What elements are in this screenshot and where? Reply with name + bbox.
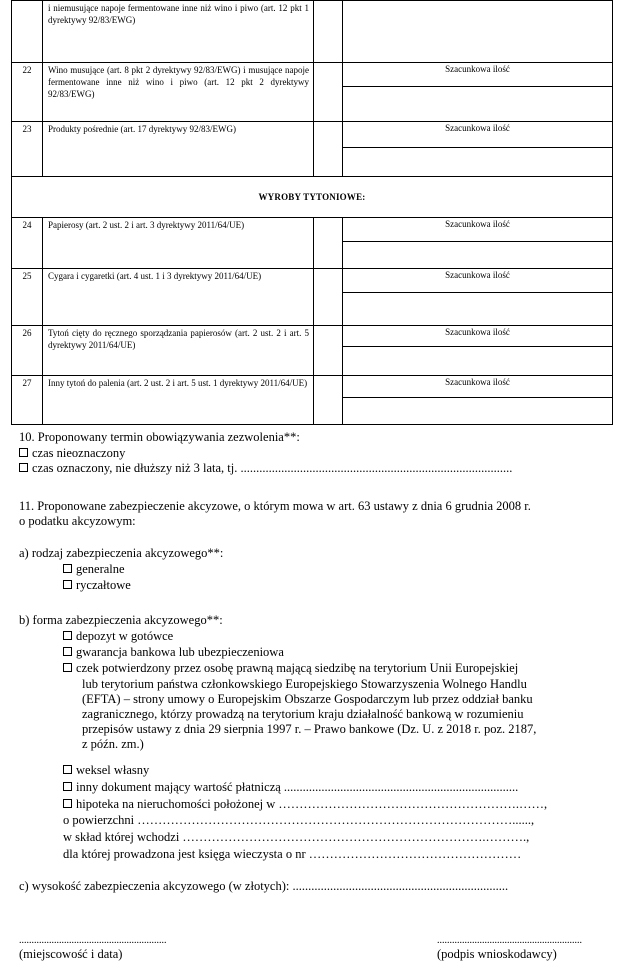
- subsection-c-amount[interactable]: c) wysokość zabezpieczenia akcyzowego (w złotych): .....................................................................: [19, 879, 509, 893]
- checkbox-icon[interactable]: [63, 647, 72, 656]
- row-description: Produkty pośrednie (art. 17 dyrektywy 92/83/EWG): [43, 122, 314, 177]
- value-input-area[interactable]: [343, 242, 612, 266]
- table-row: [12, 326, 613, 376]
- mortgage-composition-field[interactable]: w skład której wchodzi ……………………………………………………………….……….,: [63, 830, 530, 844]
- option-own-bill[interactable]: [63, 763, 149, 778]
- row-number: 26: [12, 326, 43, 376]
- row-description: Papierosy (art. 2 ust. 2 i art. 3 dyrektywy 2011/64/UE): [43, 218, 314, 269]
- place-date-label: (miejscowość i data): [19, 947, 123, 961]
- option-general[interactable]: [63, 562, 125, 577]
- place-date-line[interactable]: ...........................................................: [19, 935, 167, 946]
- checkbox-icon[interactable]: [63, 663, 72, 672]
- option-label: inny dokument mający wartość płatniczą ...........................................................................: [76, 780, 519, 794]
- option-label: ryczałtowe: [76, 578, 131, 592]
- option-definite[interactable]: [19, 461, 512, 476]
- table-section-header: [12, 177, 613, 218]
- checkbox-icon[interactable]: [63, 580, 72, 589]
- cheque-text-line4: zagranicznego, którzy prowadzą na terytorium kraju działalność bankową w rozumieniu: [82, 707, 524, 721]
- subsection-a-title: a) rodzaj zabezpieczenia akcyzowego**:: [19, 546, 224, 560]
- mortgage-area-field[interactable]: o powierzchni ………………………………………………………………………………......,: [63, 813, 535, 827]
- checkbox-icon[interactable]: [19, 463, 28, 472]
- value-label: Szacunkowa ilość: [343, 63, 612, 87]
- row-checkbox-cell[interactable]: [314, 1, 343, 63]
- value-label: Szacunkowa ilość: [343, 269, 612, 293]
- option-other-document[interactable]: [63, 780, 518, 795]
- signature-label: (podpis wnioskodawcy): [437, 947, 557, 961]
- row-description: Tytoń cięty do ręcznego sporządzania papierosów (art. 2 ust. 2 i art. 5 dyrektywy 2011/64/UE): [43, 326, 314, 376]
- signature-line[interactable]: ..........................................................: [437, 935, 582, 946]
- cheque-text-line5: przepisów ustawy z dnia 29 sierpnia 1997 r. – Prawo bankowe (Dz. U. z 2018 r. poz. 2187,: [82, 722, 537, 736]
- row-checkbox-cell[interactable]: [314, 122, 343, 177]
- table-row: [12, 122, 613, 177]
- table-row: [12, 218, 613, 269]
- row-value-cell: [343, 1, 613, 63]
- cheque-text-line3: (EFTA) – strony umowy o Europejskim Obszarze Gospodarczym lub przez oddział banku: [82, 692, 533, 706]
- value-input-area[interactable]: [343, 1, 612, 60]
- option-label: czas oznaczony, nie dłuższy niż 3 lata, tj. .......................................................................................: [32, 461, 513, 475]
- row-number: 25: [12, 269, 43, 326]
- option-label: depozyt w gotówce: [76, 629, 174, 643]
- option-label: weksel własny: [76, 763, 150, 777]
- table-row: [12, 269, 613, 326]
- value-input-area[interactable]: [343, 398, 612, 422]
- value-label: Szacunkowa ilość: [343, 122, 612, 148]
- row-number: [12, 1, 43, 63]
- section-10-title: 10. Proponowany termin obowiązywania zezwolenia**:: [19, 430, 300, 444]
- excise-goods-table: [11, 0, 613, 425]
- row-number: 24: [12, 218, 43, 269]
- row-checkbox-cell[interactable]: [314, 269, 343, 326]
- checkbox-icon[interactable]: [63, 564, 72, 573]
- option-guarantee[interactable]: [63, 645, 284, 660]
- cheque-text-line2: lub terytorium państwa członkowskiego Europejskiego Stowarzyszenia Wolnego Handlu: [82, 677, 527, 691]
- row-value-cell: [343, 63, 613, 122]
- table-row: [12, 1, 613, 63]
- row-checkbox-cell[interactable]: [314, 376, 343, 425]
- row-description: Inny tytoń do palenia (art. 2 ust. 2 i art. 5 ust. 1 dyrektywy 2011/64/UE): [43, 376, 314, 425]
- checkbox-icon[interactable]: [63, 799, 72, 808]
- option-label: hipoteka na nieruchomości położonej w ………………………………………………….……,: [76, 797, 548, 811]
- value-input-area[interactable]: [343, 87, 612, 119]
- row-checkbox-cell[interactable]: [314, 218, 343, 269]
- mortgage-register-field[interactable]: dla której prowadzona jest księga wieczysta o nr ……………………………………………: [63, 847, 522, 861]
- option-certified-cheque[interactable]: [63, 661, 518, 676]
- row-value-cell: [343, 269, 613, 326]
- option-label: czas nieoznaczony: [32, 446, 126, 460]
- checkbox-icon[interactable]: [63, 631, 72, 640]
- subsection-b-title: b) forma zabezpieczenia akcyzowego**:: [19, 613, 223, 627]
- cheque-text-line6: z późn. zm.): [82, 737, 144, 751]
- value-input-area[interactable]: [343, 293, 612, 323]
- row-value-cell: [343, 218, 613, 269]
- option-indefinite[interactable]: [19, 446, 125, 461]
- option-lump-sum[interactable]: [63, 578, 131, 593]
- section-title-tobacco: WYROBY TYTONIOWE:: [12, 177, 613, 218]
- option-mortgage[interactable]: [63, 797, 547, 812]
- table-row: [12, 376, 613, 425]
- section-11-title-line2: o podatku akcyzowym:: [19, 514, 136, 528]
- row-description: Wino musujące (art. 8 pkt 2 dyrektywy 92/83/EWG) i musujące napoje fermentowane inne niż wino i piwo (art. 12 pkt 2 dyrektywy 92/83/EWG): [43, 63, 314, 122]
- row-value-cell: [343, 326, 613, 376]
- value-input-area[interactable]: [343, 347, 612, 373]
- value-label: Szacunkowa ilość: [343, 376, 612, 398]
- value-input-area[interactable]: [343, 148, 612, 174]
- checkbox-icon[interactable]: [19, 448, 28, 457]
- row-description: i niemusujące napoje fermentowane inne niż wino i piwo (art. 12 pkt 1 dyrektywy 92/83/EWG): [43, 1, 314, 63]
- row-description: Cygara i cygaretki (art. 4 ust. 1 i 3 dyrektywy 2011/64/UE): [43, 269, 314, 326]
- row-value-cell: [343, 122, 613, 177]
- table-row: [12, 63, 613, 122]
- option-label: czek potwierdzony przez osobę prawną mającą siedzibę na terytorium Unii Europejskiej: [76, 661, 519, 675]
- value-label: Szacunkowa ilość: [343, 218, 612, 242]
- section-11-title-line1: 11. Proponowane zabezpieczenie akcyzowe, o którym mowa w art. 63 ustawy z dnia 6 grudnia 2008 r.: [19, 499, 531, 513]
- checkbox-icon[interactable]: [63, 765, 72, 774]
- row-checkbox-cell[interactable]: [314, 326, 343, 376]
- value-label: Szacunkowa ilość: [343, 326, 612, 347]
- checkbox-icon[interactable]: [63, 782, 72, 791]
- row-checkbox-cell[interactable]: [314, 63, 343, 122]
- row-number: 22: [12, 63, 43, 122]
- row-value-cell: [343, 376, 613, 425]
- option-label: generalne: [76, 562, 125, 576]
- option-label: gwarancja bankowa lub ubezpieczeniowa: [76, 645, 284, 659]
- row-number: 27: [12, 376, 43, 425]
- row-number: 23: [12, 122, 43, 177]
- option-cash-deposit[interactable]: [63, 629, 173, 644]
